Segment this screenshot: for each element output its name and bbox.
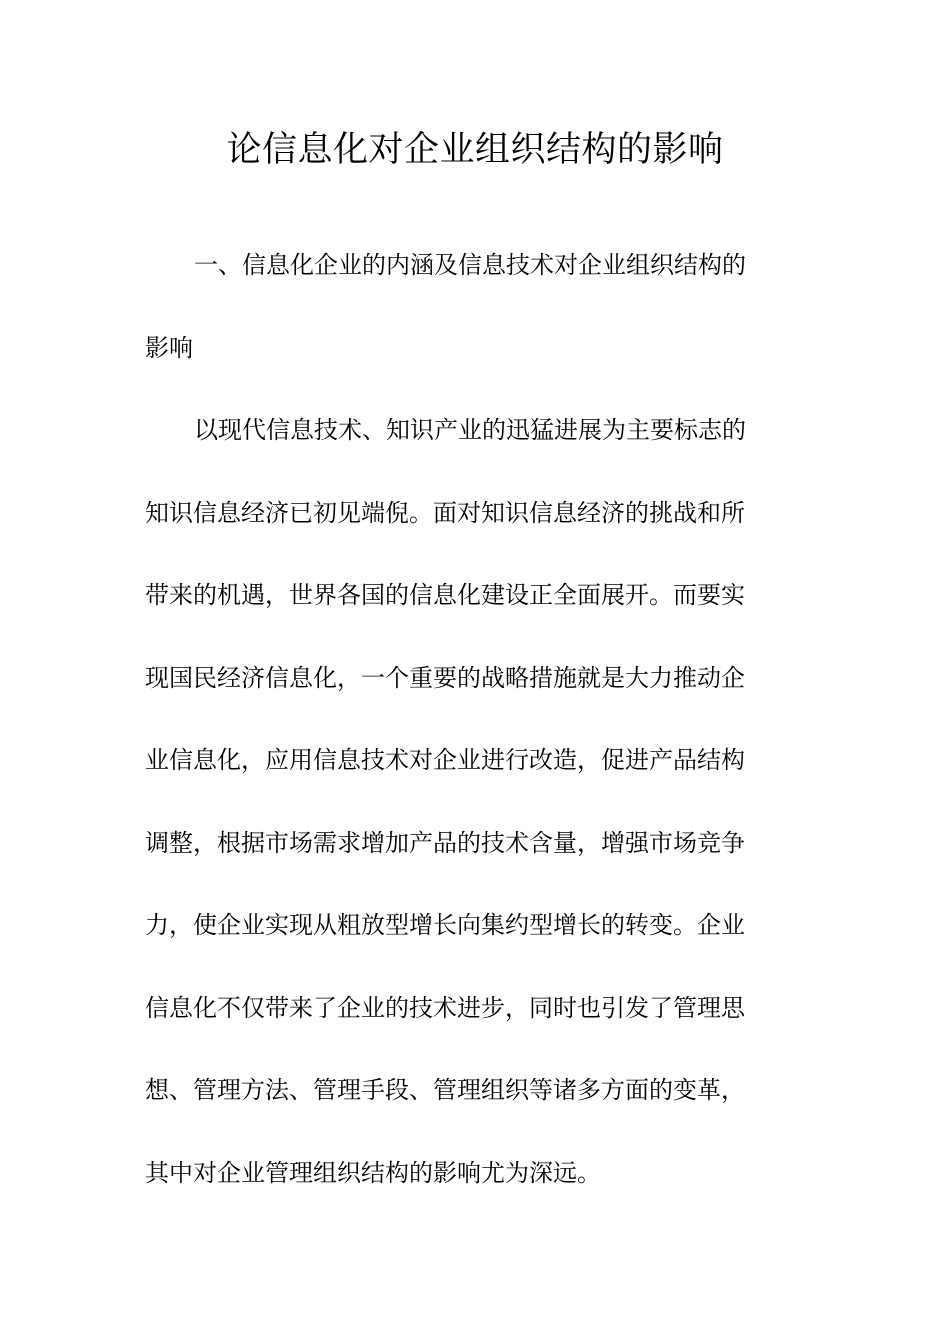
paragraph-line: 想、管理方法、管理手段、管理组织等诸多方面的变革， [145, 1076, 745, 1104]
paragraph-line: 业信息化，应用信息技术对企业进行改造，促进产品结构 [145, 746, 745, 774]
paragraph-line: 信息化不仅带来了企业的技术进步，同时也引发了管理思 [145, 994, 745, 1022]
paragraph-line: 带来的机遇，世界各国的信息化建设正全面展开。而要实 [145, 581, 745, 609]
heading-line: 影响 [145, 334, 193, 362]
heading-line: 一、信息化企业的内涵及信息技术对企业组织结构的 [194, 251, 746, 279]
document-title: 论信息化对企业组织结构的影响 [226, 130, 724, 170]
paragraph-line: 以现代信息技术、知识产业的迅猛进展为主要标志的 [194, 416, 746, 444]
paragraph-line: 知识信息经济已初见端倪。面对知识信息经济的挑战和所 [145, 499, 745, 527]
paragraph-line: 调整，根据市场需求增加产品的技术含量，增强市场竞争 [145, 829, 745, 857]
paragraph-line: 现国民经济信息化，一个重要的战略措施就是大力推动企 [145, 664, 745, 692]
paragraph-line: 其中对企业管理组织结构的影响尤为深远。 [145, 1159, 601, 1187]
paragraph-line: 力，使企业实现从粗放型增长向集约型增长的转变。企业 [145, 911, 745, 939]
